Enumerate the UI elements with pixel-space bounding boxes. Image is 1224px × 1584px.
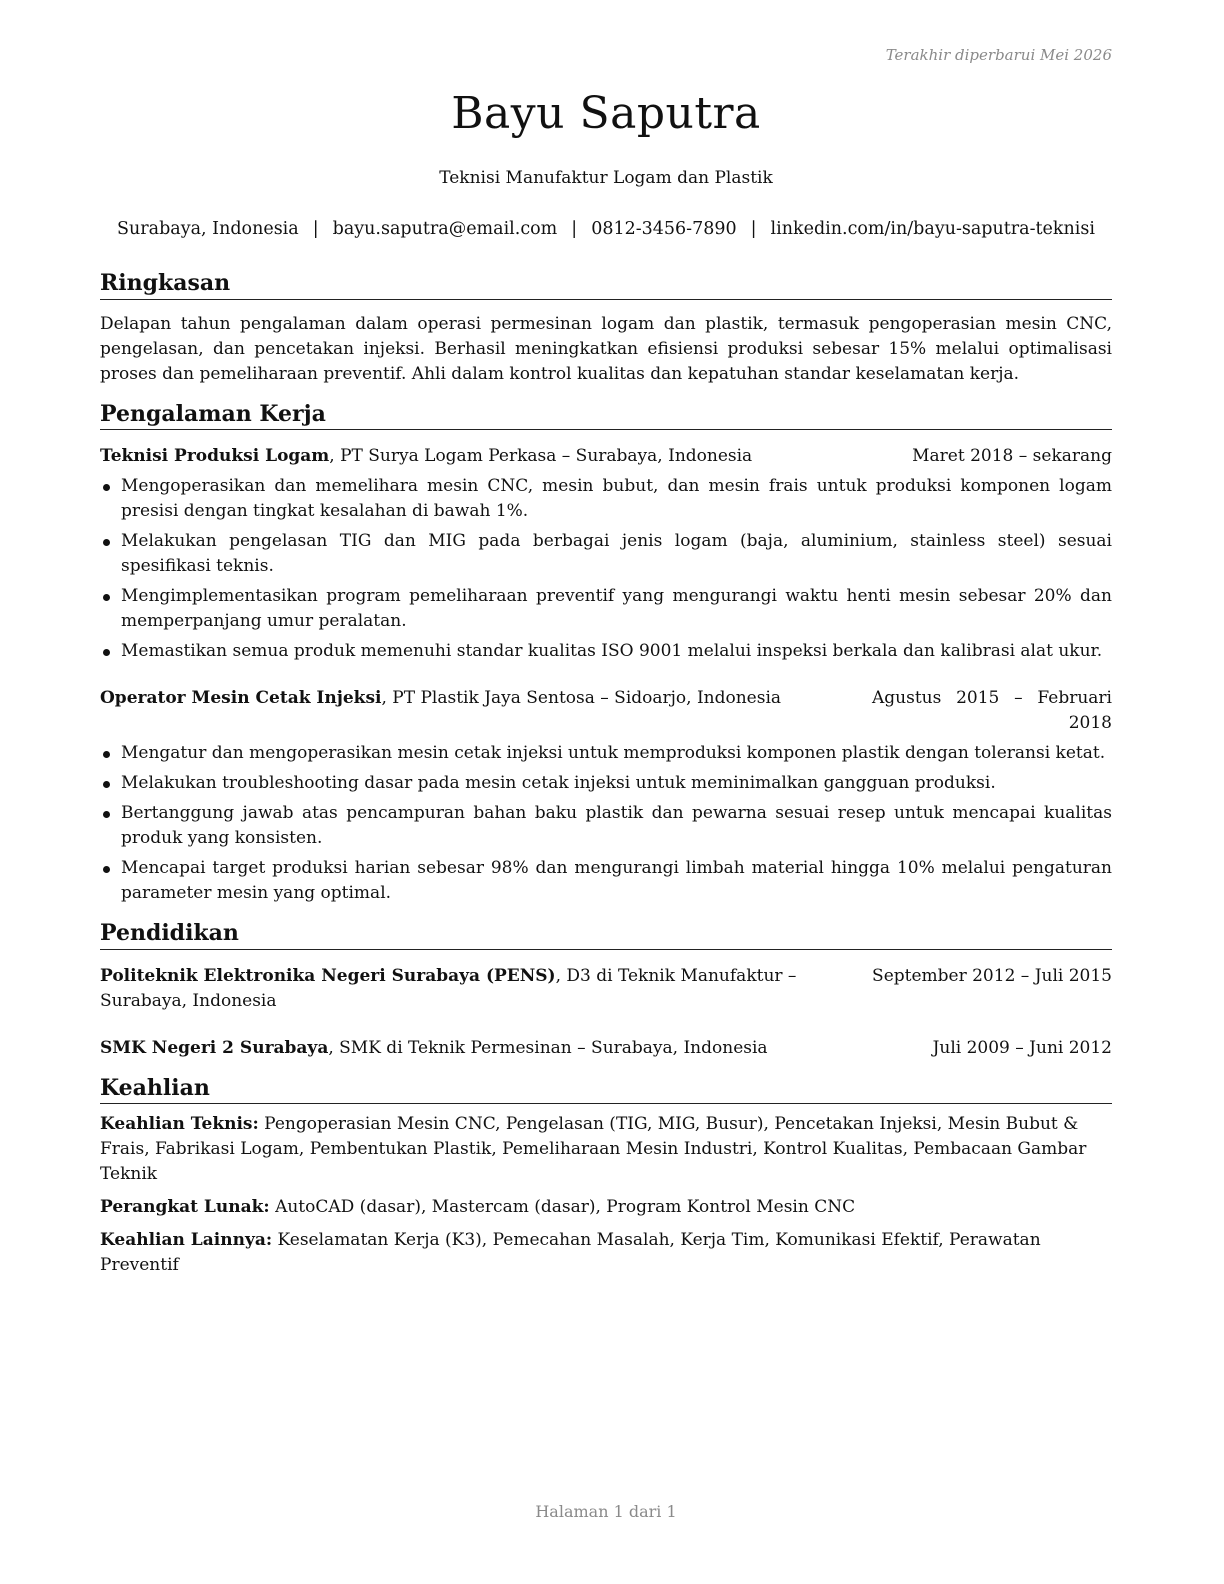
resume-page — [100, 0, 1112, 1584]
bullet-text: Melakukan troubleshooting dasar pada mesin cetak injeksi untuk meminimalkan gangguan produksi. — [121, 773, 996, 793]
page-number: Halaman 1 dari 1 — [535, 1502, 677, 1521]
skill-line — [100, 1228, 1112, 1278]
education-section — [100, 920, 1112, 1061]
job-entry — [100, 686, 1112, 906]
candidate-role: Teknisi Manufaktur Logam dan Plastik — [439, 168, 773, 188]
summary-text: Delapan tahun pengalaman dalam operasi permesinan logam dan plastik, termasuk pengoperasian mesin CNC, pengelasan, dan pencetakan injeksi. Berhasil meningkatkan efisiensi produksi sebesar 15% melalui optimalisasi proses dan pemeliharaan preventif. Ahli dalam kontrol kualitas dan kepatuhan standar keselamatan kerja. — [100, 313, 1112, 384]
education-entry — [100, 964, 1112, 1014]
bullet-icon — [103, 484, 110, 491]
bullet-icon — [103, 539, 110, 546]
education-school: Politeknik Elektronika Negeri Surabaya (PENS) — [100, 965, 556, 986]
bullet-text: Mencapai target produksi harian sebesar 98% dan mengurangi limbah material hingga 10% melalui pengaturan parameter mesin yang optimal. — [121, 858, 1112, 903]
skill-label: Keahlian Lainnya: — [100, 1230, 273, 1250]
bullet-text: Mengimplementasikan program pemeliharaan preventif yang mengurangi waktu henti mesin sebesar 20% dan memperpanjang umur peralatan. — [121, 586, 1112, 631]
job-title-line — [100, 686, 860, 711]
summary-section — [100, 270, 1112, 387]
skill-value: Keselamatan Kerja (K3), Pemecahan Masalah, Kerja Tim, Komunikasi Efektif, Perawatan Preventif — [100, 1230, 1041, 1275]
job-dates: Maret 2018 – sekarang — [912, 446, 1112, 466]
skills-section — [100, 1075, 1112, 1279]
last-updated-note: Terakhir diperbarui Mei 2026 — [885, 46, 1112, 64]
education-dates: Juli 2009 – Juni 2012 — [932, 1037, 1112, 1058]
experience-heading: Pengalaman Kerja — [100, 401, 1112, 431]
education-title-line — [100, 964, 860, 1014]
job-dates: Agustus 2015 – Februari 2018 — [872, 688, 1112, 733]
job-header — [100, 444, 1112, 469]
bullet-text: Mengoperasikan dan memelihara mesin CNC, mesin bubut, dan mesin frais untuk produksi komponen logam presisi dengan tingkat kesalahan di bawah 1%. — [121, 476, 1112, 521]
contact-separator: | — [571, 219, 578, 239]
list-item — [100, 801, 1112, 851]
list-item — [100, 639, 1112, 664]
job-company: , PT Plastik Jaya Sentosa – Sidoarjo, Indonesia — [381, 688, 782, 708]
education-detail: , D3 di Teknik Manufaktur – Surabaya, Indonesia — [100, 965, 797, 1011]
education-title-line — [100, 1036, 921, 1061]
skill-label: Perangkat Lunak: — [100, 1197, 270, 1217]
job-title-line — [100, 444, 900, 469]
skill-line — [100, 1195, 1112, 1220]
education-entry — [100, 1036, 1112, 1061]
contact-email[interactable]: bayu.saputra@email.com — [332, 219, 558, 239]
candidate-name: Bayu Saputra — [451, 88, 761, 139]
contact-line — [20, 219, 1192, 239]
summary-heading: Ringkasan — [100, 270, 1112, 300]
bullet-text: Melakukan pengelasan TIG dan MIG pada berbagai jenis logam (baja, aluminium, stainless steel) sesuai spesifikasi teknis. — [121, 531, 1112, 576]
skill-line — [100, 1112, 1112, 1187]
job-bullets — [100, 741, 1112, 906]
bullet-icon — [103, 594, 110, 601]
list-item — [100, 584, 1112, 634]
bullet-icon — [103, 649, 110, 656]
list-item — [100, 771, 1112, 796]
education-detail: , SMK di Teknik Permesinan – Surabaya, Indonesia — [328, 1037, 768, 1058]
bullet-icon — [103, 811, 110, 818]
contact-phone: 0812-3456-7890 — [591, 219, 737, 239]
job-entry — [100, 444, 1112, 664]
education-school: SMK Negeri 2 Surabaya — [100, 1037, 329, 1058]
skill-value: Pengoperasian Mesin CNC, Pengelasan (TIG, MIG, Busur), Pencetakan Injeksi, Mesin Bubut & Frais, Fabrikasi Logam, Pembentukan Plastik, Pemeliharaan Mesin Industri, Kontrol Kualitas, Pembacaan Gambar Teknik — [100, 1114, 1087, 1184]
resume-content — [100, 270, 1112, 1292]
skill-label: Keahlian Teknis: — [100, 1114, 259, 1134]
list-item — [100, 856, 1112, 906]
job-bullets — [100, 474, 1112, 664]
contact-separator: | — [750, 219, 757, 239]
bullet-icon — [103, 781, 110, 788]
contact-separator: | — [312, 219, 319, 239]
bullet-icon — [103, 866, 110, 873]
list-item — [100, 741, 1112, 766]
contact-linkedin[interactable]: linkedin.com/in/bayu-saputra-teknisi — [770, 219, 1095, 239]
education-heading: Pendidikan — [100, 920, 1112, 950]
skills-heading: Keahlian — [100, 1075, 1112, 1105]
job-company: , PT Surya Logam Perkasa – Surabaya, Indonesia — [329, 446, 753, 466]
job-position: Teknisi Produksi Logam — [100, 446, 330, 466]
list-item — [100, 529, 1112, 579]
bullet-text: Bertanggung jawab atas pencampuran bahan baku plastik dan pewarna sesuai resep untuk mencapai kualitas produk yang konsisten. — [121, 803, 1112, 848]
bullet-text: Memastikan semua produk memenuhi standar kualitas ISO 9001 melalui inspeksi berkala dan kalibrasi alat ukur. — [121, 641, 1103, 661]
list-item — [100, 474, 1112, 524]
contact-location: Surabaya, Indonesia — [117, 219, 299, 239]
job-position: Operator Mesin Cetak Injeksi — [100, 688, 382, 708]
bullet-text: Mengatur dan mengoperasikan mesin cetak injeksi untuk memproduksi komponen plastik dengan toleransi ketat. — [121, 743, 1106, 763]
education-dates: September 2012 – Juli 2015 — [872, 965, 1112, 986]
skill-value: AutoCAD (dasar), Mastercam (dasar), Program Kontrol Mesin CNC — [269, 1197, 856, 1217]
job-header — [100, 686, 1112, 736]
experience-section — [100, 401, 1112, 907]
bullet-icon — [103, 751, 110, 758]
